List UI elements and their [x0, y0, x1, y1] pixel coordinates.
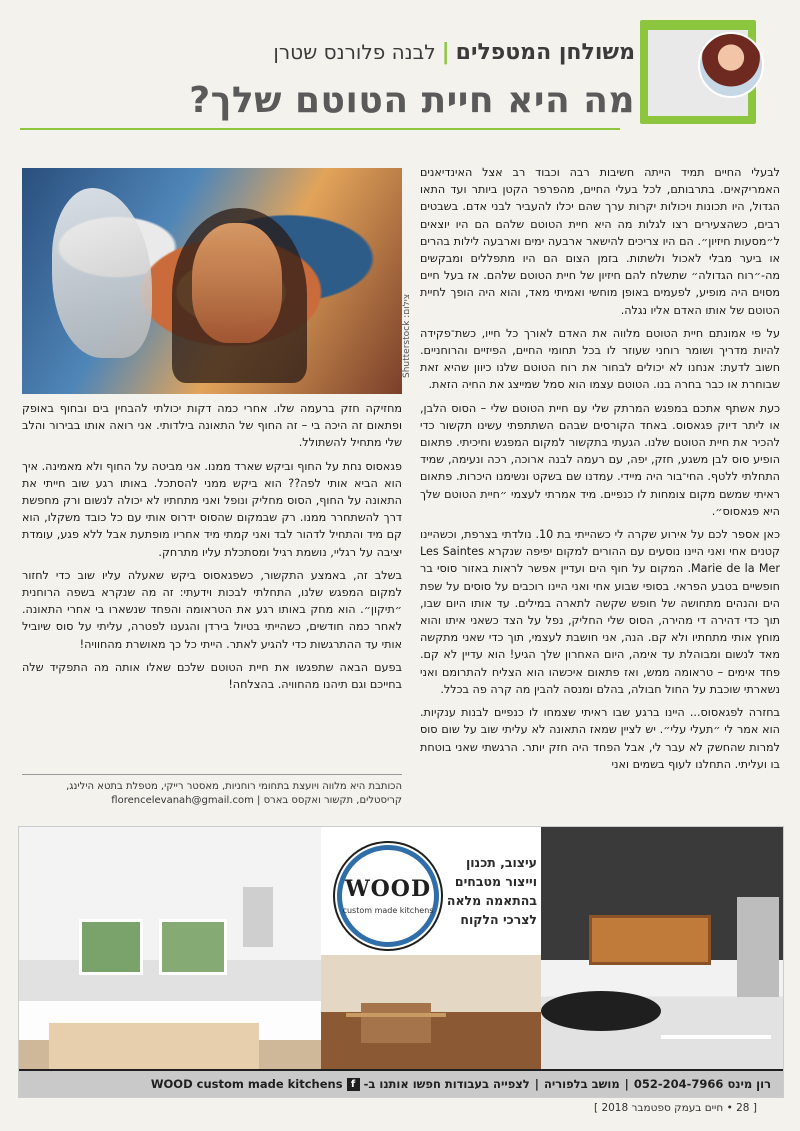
author-photo-bg: [648, 30, 748, 116]
facebook-icon: f: [347, 1078, 360, 1091]
wood-shelf: [589, 915, 711, 965]
author-name: לבנה פלורנס שטרן: [273, 40, 436, 64]
author-photo-frame: [640, 20, 756, 124]
logo-subtitle: custom made kitchens: [342, 906, 434, 915]
article-column-left: [22, 400, 402, 730]
round-table: [541, 991, 661, 1031]
column-separator: |: [441, 40, 450, 65]
contact-location: מושב בלפוריה: [543, 1077, 620, 1091]
wood-logo: [337, 845, 439, 947]
column-name: משולחן המטפלים: [455, 40, 635, 65]
contact-name-phone: רון מינס 052-204-7966: [633, 1077, 771, 1091]
column-line: [273, 40, 635, 65]
bio-divider: [22, 774, 402, 775]
kitchen-photo-middle: [321, 955, 541, 1069]
advertisement: [18, 826, 784, 1098]
kitchen-photo-right: [541, 827, 783, 1069]
range-hood: [243, 887, 273, 947]
paragraph: בחזרה לפגאסוס... היינו ברגע שבו ראיתי שצמחו לו כנפיים לבנות ענקיות. הוא אמר לי ״תעלי עלי״. יש לציין שמאז התאונה לא עליתי שוב על שום סוס למרות שהחשק לא עבר לי, אבל הפחד היה חזק יותר. הרגשתי שאני בוטחת בו ועליתי. התחלנו לעוף בשמים ואני: [420, 706, 780, 771]
face-illustration: [192, 223, 282, 343]
header-divider: [20, 128, 620, 130]
kitchen-window: [79, 919, 143, 975]
logo-word: WOOD: [344, 876, 432, 902]
author-bio: [22, 780, 402, 808]
kitchen-window: [159, 919, 227, 975]
contact-separator: |: [624, 1077, 629, 1091]
paragraph: על פי אמונתם חיית הטוטם מלווה את האדם לאורך כל חייו, כשת־פקידה להיות מדריך ושומר רוחני שעוזר לו בכל תחומי החיים, הפיזיים והרוחניים. חשוב לדעת: אנחנו לא יכולים לבחור את רוח הטוטם שלנו כיוון שהיא זאת שבוחרת או כבר בחרה בנו. הטוטם עצמו הוא סמל שמייצג את החיה הזאת.: [420, 326, 780, 392]
slogan-line: בהתאמה מלאה: [446, 893, 537, 908]
bio-line: קריסטלים, תקשור ואקסס בארס | florencelevanah@gmail.com: [111, 795, 402, 806]
paragraph: לבעלי החיים תמיד הייתה חשיבות רבה וכבוד רב אצל האינדיאנים האמריקאים. בתרבותם, לכל בעלי החיים, מהפרפר הקטן ביותר ועד התאו הגדול, היו תכונות ויכולות יקרות ערך שהם יכלו להעביר לבני אדם. בשבטים רבים, כשהצעירים רצו לגלות מה היא חיית הטוטם שלהם הם היו יוצאים ל״מסעות חיזיון״. הם היו צריכים להישאר ארבעה ימים וארבעה לילות בהרים או ביער מבלי לאכול ולשתות. בזמן הצום הם היו מתפללים ומבקשים מה-״רוח הגדולה״ שתשלח להם חיזיון של חיית הטוטם שלהם. אז בעל חיים מסוים היה מופיע, לפעמים באופן מוחשי ואמיתי מאד, והוא היה הופך לחיית הטוטם של אותו האדם אליו נגלה.: [420, 166, 780, 317]
ad-logo-panel: [321, 827, 541, 955]
contact-separator: |: [534, 1077, 539, 1091]
paragraph: בפעם הבאה שתפגשו את חיית הטוטם שלכם שאלו אותה מה התפקיד שלה בחייכם וגם תיהנו מהחוויה. בהצלחה!: [22, 660, 402, 692]
paragraph: כאן אספר לכם על אירוע שקרה לי כשהייתי בת 10. נולדתי בצרפת, וכשהיינו קטנים אחי ואני היינו נוסעים עם ההורים למקום יפיפה שנקרא Les Saintes Marie de la Mer. המקום על חוף הים ועדיין אפשר לראות באזור סוסי בר חופשיים בטבע הפראי. בסופי שבוע אחי ואני היינו רוכבים על סוסים על שפת הים והנהים מתחושה של חופש שקשה לתארה במילים. עד אותו היום שבו, תוך כדי דהירה די מהירה, הסוס שלי החליק, נפל על הצד כשאני איתו והוא מוחץ אותי מתחתיו ולא קם. הנה, אני חושבת לעצמי, תוך כדי שאני מתקשה מאד לנשום ומבוהלת עד אימה, היום האחרון שלך הגיע! הוא עדיין לא קם. פחד אימים – טראומה ממש, ואז פתאום איכשהו הוא הצליח להתרומם ואני נשארתי שוכבת על החול חבולה, בהלם ומנסה להבין מה קרה פה בכלל.: [420, 528, 780, 696]
page-title: מה היא חיית הטוטם שלך?: [189, 80, 635, 121]
bio-line: הכותבת היא מלווה ויועצת בתחומי רוחניות, מאסטר רייקי, מטפלת בתטא הילינג,: [66, 781, 402, 792]
paragraph: מחזיקה חזק ברעמה שלו. אחרי כמה דקות יכולתי להבחין בים ובחוף באופק ופתאום זה היכה בי – זה החוף של התאונה בילדותי. אני רואה אותו בבירור והלב שלי מתחיל להשתולל.: [22, 402, 402, 450]
bar-stools: [661, 975, 771, 1039]
article-illustration: [22, 168, 412, 394]
slogan-line: וייצור מטבחים: [454, 874, 537, 889]
horse-illustration: [52, 188, 152, 358]
ad-contact-bar: [19, 1069, 783, 1097]
paragraph: כעת אשתף אתכם במפגש המרתק שלי עם חיית הטוטם שלי – הסוס הלבן, או ליתר דיוק פגאסוס. באחד הקורסים שבהם השתתפתי עשינו תקשור כדי להכיר את חיית הטוטם שלנו. הגעתי בתקשור למקום המפגש וחיכיתי. פתאום הופיע סוס לבן משגע, חזק, יפה, עם רעמה לבנה ארוכה, רכה ונעימה, שמיד התחלתי ללטף. החי־בור היה מיידי. עמדנו שם בשקט ונשימנו היכרות. פתאום ראיתי שמשם מקום צומחות לו כנפיים. מיד אמרתי לעצמי ״חיית הטוטם שלך היא פגאסוס״.: [420, 401, 780, 518]
paragraph: בשלב זה, באמצע התקשור, כשפגאסוס ביקש שאעלה עליו שוב כדי לחזור למקום המפגש שלנו, התחלתי לבכות וידעתי: זה מה שנקרא בשפה הרוחנית ״תיקון״. הוא מחק באותו רגע את הטראומה והפחד שנשארו בי אחרי התאונה. לאחר כמה חודשים, כשהייתי בטיול בירדן והגענו לפטרה, עליתי על סוס שיוביל אותי עד ההתרגשות כדי להגיע לאתר. הייתי כל כך מאושרת מהחוויה!: [22, 568, 402, 651]
article-header: [0, 0, 800, 150]
article-column-right: [420, 164, 780, 794]
photo-credit: צילום: Shutterstock: [402, 293, 412, 378]
contact-brand: WOOD custom made kitchens: [150, 1077, 343, 1091]
kitchen-photo-left: [19, 827, 321, 1069]
paragraph: פגאסוס נחת על החוף וביקש שארד ממנו. אני מביטה על החוף ולא מאמינה. איך הוא הביא אותי לפה?? הוא ביקש ממני להסתכל. באותו רגע שוב חייתי את התאונה על החוף, הסוס מחליק ונופל ואני מתחתיו לא יכולה לנשום ורק מחפשת דרך להשתחרר ממנו. רק שבמקום שהסוס ידרוס אותי עם כל כובד משקלו, הוא קם מיד והתחיל לדהור לבד ואני קמתי מיד אחריו מופתעת אבל ללא פגע, עומדת יציבה על רגליי, נושמת רגיל ומסתכלת עליו מתרחק.: [22, 459, 402, 559]
kitchen-island: [49, 1023, 259, 1069]
slogan-line: לצרכי הלקוח: [460, 912, 537, 927]
contact-cta: לצפייה בעבודות חפשו אותנו ב-: [363, 1077, 530, 1091]
avatar: [698, 32, 764, 98]
page-footer: [ 28 • חיים בעמק ספטמבר 2018 ]: [594, 1102, 757, 1114]
slogan-line: עיצוב, תכנון: [465, 855, 537, 870]
dining-chairs: [346, 1013, 446, 1067]
ad-slogan: [445, 853, 537, 929]
